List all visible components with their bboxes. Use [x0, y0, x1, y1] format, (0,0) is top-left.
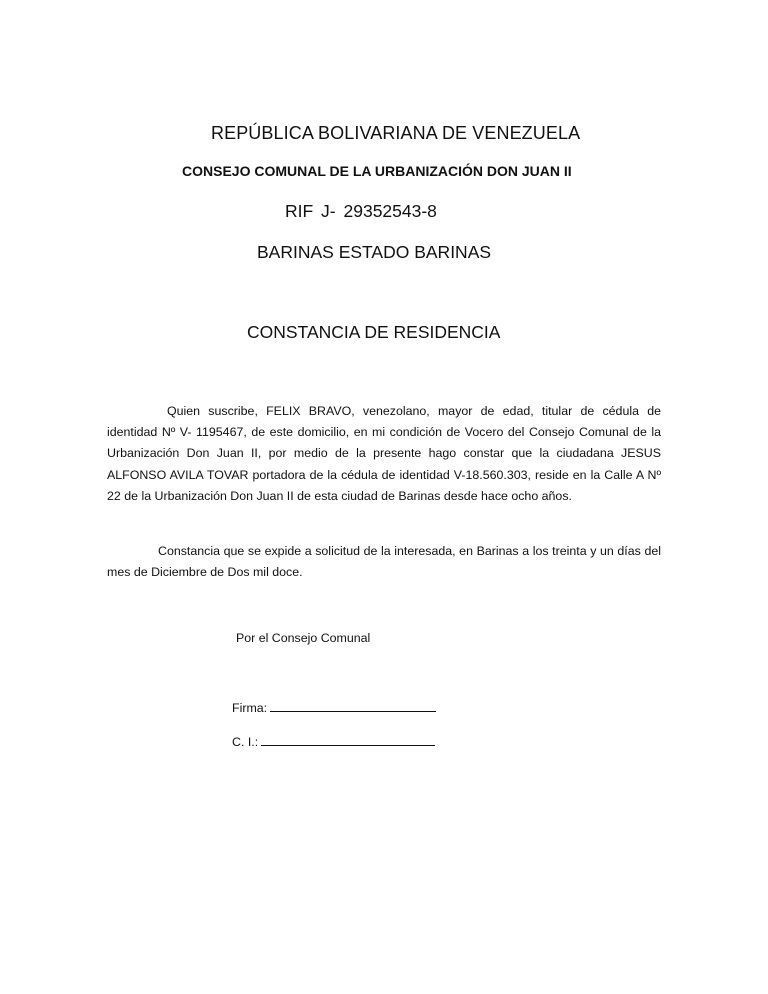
firma-line	[232, 698, 436, 715]
firma-blank	[270, 698, 436, 712]
document-title: CONSTANCIA DE RESIDENCIA	[247, 322, 501, 342]
firma-label: Firma:	[232, 701, 268, 715]
body-paragraph-2: Constancia que se expide a solicitud de la interesada, en Barinas a los treinta y un días del mes de Diciembre de Dos mil doce.	[107, 544, 661, 580]
ci-label: C. I.:	[232, 735, 259, 749]
signed-by-label: Por el Consejo Comunal	[236, 631, 371, 645]
rif-line: RIF J- 29352543-8	[285, 201, 437, 221]
ci-line	[232, 732, 435, 749]
ci-blank	[261, 732, 435, 746]
body-paragraph-1: Quien suscribe, FELIX BRAVO, venezolano, mayor de edad, titular de cédula de identidad Nº V- 1195467, de este domicilio, en mi condición de Vocero del Consejo Comunal de la Urbanización Don Juan II, por medio de la presente hago constar que la ciudadana JESUS ALFONSO AVILA TOVAR portadora de la cédula de identidad V-18.560.303, reside en la Calle A Nº 22 de la Urbanización Don Juan II de esta ciudad de Barinas desde hace ocho años.	[107, 404, 661, 503]
republic-heading: REPÚBLICA BOLIVARIANA DE VENEZUELA	[211, 123, 581, 143]
location-line: BARINAS ESTADO BARINAS	[257, 242, 492, 262]
council-heading: CONSEJO COMUNAL DE LA URBANIZACIÓN DON JUAN II	[182, 163, 572, 179]
